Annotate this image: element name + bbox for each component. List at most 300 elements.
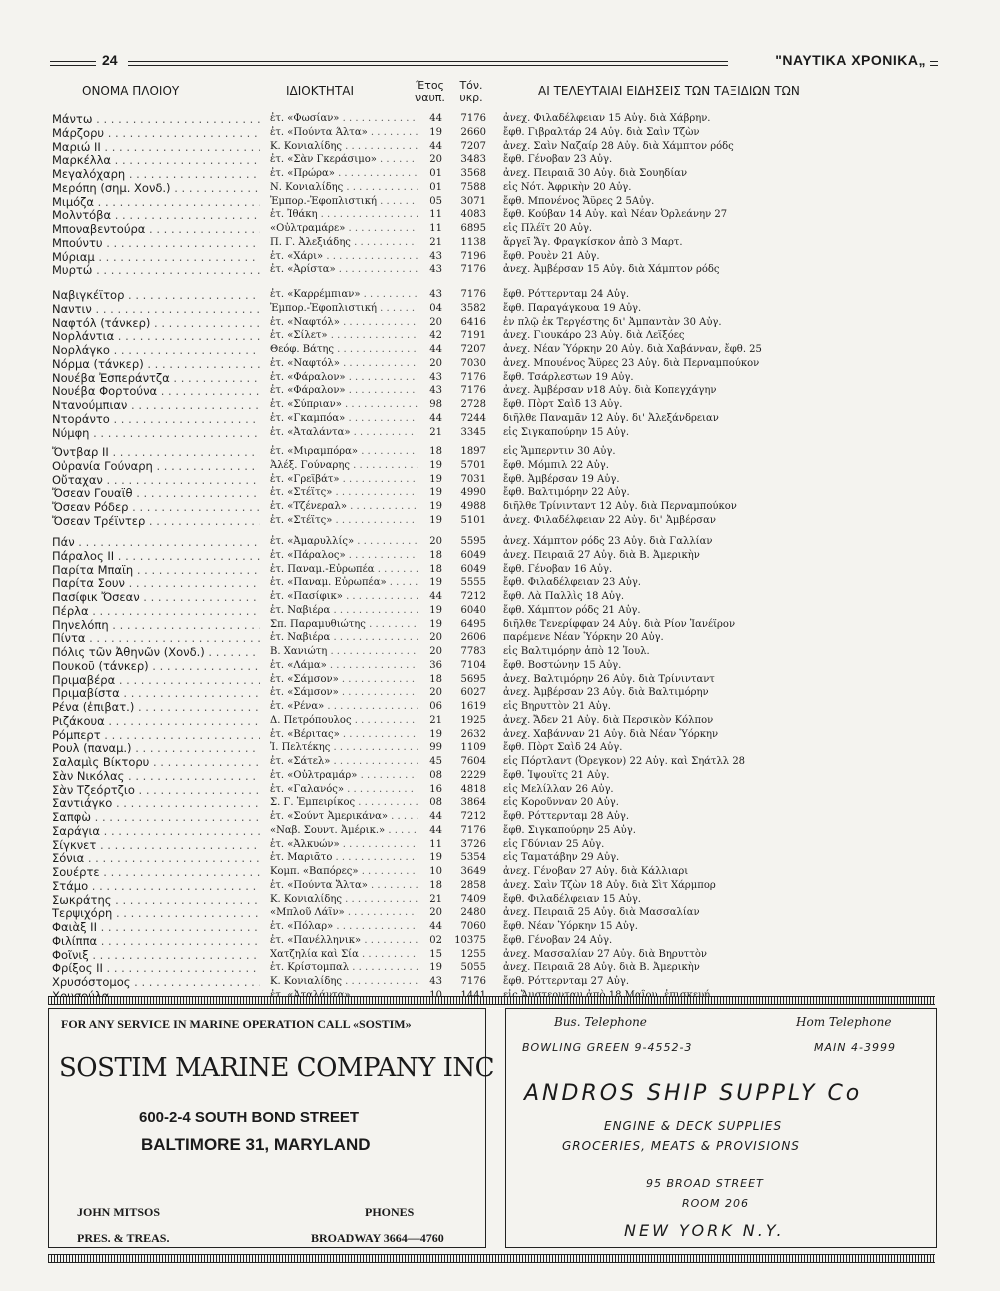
ship-name: Οὔταχαν . . . [52, 473, 260, 487]
ship-latest-news: ἔφθ. Ρόττερνταμ 24 Αὐγ. [503, 289, 630, 300]
ship-latest-news: ἀνεχ. Σαὶν Τζὼν 18 Αὐγ. διὰ Σὶτ Χάρμπορ [503, 879, 716, 891]
ship-latest-news: ἀνεχ. Γένοβαν 27 Αὐγ. διὰ Κάλλιαρι [503, 866, 689, 877]
ship-latest-news: ἔφθ. Μόμπιλ 22 Αὐγ. [503, 459, 609, 471]
andros-address-street: 95 BROAD STREET [646, 1177, 764, 1190]
ship-build-year: 44 [429, 811, 442, 822]
ship-name: Πάραλος ΙΙ . . . [52, 549, 260, 563]
ship-build-year: 11 [429, 223, 442, 234]
ship-name: Ρουλ (παναμ.) . . . [52, 741, 260, 755]
ship-tonnage: 4083 [460, 209, 486, 221]
ship-owner: Δ. Πετρόπουλος . . . [270, 714, 418, 728]
ship-build-year: 05 [429, 195, 442, 207]
decorative-stripe-top [48, 996, 935, 1005]
ship-tonnage: 6027 [460, 687, 486, 699]
ship-tonnage: 2480 [460, 907, 486, 919]
ship-tonnage: 4988 [460, 501, 486, 512]
ship-owner: ἐτ. «Στέϊτς» . . . [270, 486, 418, 500]
ship-latest-news: ἔφθ. Ρόττερνταμ 28 Αὐγ. [503, 811, 630, 822]
ship-owner: ἐτ. Ἰθάκη . . . [270, 208, 418, 222]
ship-latest-news: ἄργεῖ Ἄγ. Φραγκίσκον ἀπὸ 3 Μαρτ. [503, 236, 683, 248]
ship-name: Φιλίππα . . . [52, 934, 260, 948]
ship-tonnage: 6049 [460, 563, 486, 575]
ship-build-year: 43 [429, 385, 442, 397]
ship-latest-news: εἰς Νότ. Ἀφρικὴν 20 Αὐγ. [503, 181, 632, 193]
ship-build-year: 18 [429, 879, 442, 891]
ship-name: Μαρκέλλα . . . [52, 153, 260, 167]
ship-latest-news: ἔφθ. Ἰψουϊτς 21 Αὐγ. [503, 769, 610, 781]
ship-name: Σωκράτης . . . [52, 893, 260, 907]
ship-build-year: 18 [429, 446, 442, 457]
ship-name: Χρυσόστομος . . . [52, 975, 260, 989]
ship-build-year: 42 [429, 330, 442, 342]
ship-build-year: 11 [429, 209, 442, 221]
ship-latest-news: ἐν πλῷ ἐκ Τεργέστης δι' Ἀμπαντὰν 30 Αὐγ. [503, 316, 722, 328]
ship-tonnage: 7196 [460, 250, 486, 262]
ship-build-year: 08 [429, 769, 442, 781]
ship-tonnage: 3582 [460, 302, 486, 314]
ship-build-year: 20 [429, 646, 442, 657]
ship-tonnage: 3568 [460, 168, 486, 179]
ship-name: Ρένα (ἐπιβατ.) . . . [52, 700, 260, 714]
ship-build-year: 20 [429, 536, 442, 547]
ship-build-year: 20 [429, 357, 442, 369]
ship-name: Νορλάγκο . . . [52, 343, 260, 357]
ship-build-year: 18 [429, 563, 442, 575]
ship-tonnage: 7176 [460, 113, 486, 124]
ship-tonnage: 3071 [460, 195, 486, 207]
ship-latest-news: εἰς Βηρυττὸν 21 Αὐγ. [503, 701, 611, 712]
ship-latest-news: ἀνεχ. Πειραιᾶ 28 Αὐγ. διὰ Β. Ἀμερικὴν [503, 962, 700, 974]
ship-tonnage: 7604 [460, 756, 486, 767]
sostim-phones-value: BROADWAY 3664—4760 [311, 1231, 444, 1245]
ship-owner: Ν. Κονιαλίδης . . . [270, 181, 418, 195]
ship-owner: ἐτ. «Φάραλον» . . . [270, 384, 418, 398]
ship-tonnage: 7176 [460, 264, 486, 276]
ship-name: Σίγκνετ . . . [52, 838, 260, 852]
ship-owner: ἐτ. «Πούντα Άλτα» . . . [270, 126, 418, 140]
ship-owner: ἐτ. «Καρρέμπιαν» . . . [270, 288, 418, 302]
ship-latest-news: ἔφθ. Βαλτιμόρην 22 Αὐγ. [503, 487, 630, 499]
ship-build-year: 44 [429, 113, 442, 124]
sostim-address-street: 600-2-4 SOUTH BOND STREET [139, 1109, 360, 1126]
ship-tonnage: 6895 [460, 223, 486, 234]
ship-tonnage: 7060 [460, 921, 486, 932]
ship-build-year: 15 [429, 948, 442, 960]
ship-latest-news: ἔφθ. Κούβαν 14 Αὐγ. καὶ Νέαν Ὀρλεάνην 27 [503, 209, 728, 221]
ship-build-year: 20 [429, 687, 442, 699]
ship-owner: Β. Χανιώτη . . . [270, 645, 418, 659]
ship-build-year: 45 [429, 756, 442, 767]
ship-latest-news: ἔφθ. Πὸρτ Σαὶδ 13 Αὐγ. [503, 399, 623, 410]
ship-name: Μερόπη (σημ. Χονδ.) . . . [52, 181, 260, 195]
ship-owner: ἐτ. Παναμ.-Εὐρωπέα . . . [270, 563, 418, 577]
sostim-contact-name: JOHN MITSOS [77, 1205, 161, 1219]
ship-build-year: 06 [429, 701, 442, 712]
ship-tonnage: 2632 [460, 728, 486, 740]
ship-owner: ἐτ. «Σὰν Γκεράσιμο» . . . [270, 153, 418, 167]
ship-build-year: 02 [429, 934, 442, 946]
ship-tonnage: 5695 [460, 673, 486, 685]
ship-owner: Θεόφ. Βάτης . . . [270, 343, 418, 357]
ship-build-year: 21 [429, 714, 442, 726]
ship-latest-news: ἔφθ. Βοστώνην 15 Αὐγ. [503, 659, 622, 671]
ship-build-year: 99 [429, 742, 442, 754]
ship-build-year: 43 [429, 250, 442, 262]
ship-name: Σὰν Νικόλας . . . [52, 769, 260, 783]
ship-tonnage: 7212 [460, 591, 486, 602]
ship-latest-news: ἔφθ. Φιλαδέλφειαν 23 Αὐγ. [503, 577, 641, 589]
ship-latest-news: ἀνεχ. Μπουένος Ἄϋρες 23 Αὐγ. διὰ Περναμπούκον [503, 357, 760, 369]
ship-tonnage: 1109 [460, 742, 486, 754]
ship-latest-news: ἀνεχ. Ἀμβέρσαν ν18 Αὐγ. διὰ Κοπεγχάγην [503, 385, 717, 397]
ship-owner: ἐτ. «Ναφτόλ» . . . [270, 316, 418, 330]
ship-tonnage: 3345 [460, 426, 486, 438]
ship-build-year: 19 [429, 473, 442, 485]
ship-build-year: 43 [429, 371, 442, 383]
ship-name: Ρόμπερτ . . . [52, 728, 260, 742]
ship-latest-news: εἰς Σιγκαπούρην 15 Αὐγ. [503, 426, 630, 438]
ship-build-year: 43 [429, 976, 442, 987]
ship-name: Πέρλα . . . [52, 604, 260, 618]
ship-build-year: 19 [429, 126, 442, 138]
ship-owner: ἐτ. «Πούντα Ἄλτα» . . . [270, 879, 418, 893]
ship-tonnage: 5555 [460, 577, 486, 589]
ship-name: Πριμαβέρα . . . [52, 673, 260, 687]
ship-tonnage: 5701 [460, 459, 486, 471]
ship-build-year: 08 [429, 797, 442, 809]
ship-tonnage: 6416 [460, 316, 486, 328]
ship-tonnage: 3726 [460, 838, 486, 850]
column-header-owner: ΙΔΙΟΚΤΗΤΑΙ [286, 84, 355, 98]
andros-hom-number: MAIN 4-3999 [814, 1041, 896, 1054]
ship-latest-news: ἀνεχ. Γιουκάρο 23 Αὐγ. διὰ Λεϊξόες [503, 330, 685, 342]
ship-name: Ντανούμπιαν . . . [52, 398, 260, 412]
ship-name: Νορλάντια . . . [52, 329, 260, 343]
ship-build-year: 44 [429, 344, 442, 355]
ship-latest-news: ἀνεχ. Βαλτιμόρην 26 Αὐγ. διὰ Τρίνινταντ [503, 673, 715, 685]
ship-tonnage: 6040 [460, 604, 486, 616]
ship-name: Ναντιν . . . [52, 302, 260, 316]
ship-name: Μολντόβα . . . [52, 208, 260, 222]
ship-name: Νουέβα Φορτούνα . . . [52, 384, 260, 398]
ship-owner: Ἐμπορ.-Ἐφοπλιστική . . . [270, 302, 418, 316]
ship-latest-news: ἔφθ. Φιλαδέλφειαν 15 Αὐγ. [503, 893, 641, 905]
ship-owner: ἐτ. «Οὐλτραμάρ» . . . [270, 769, 418, 783]
ship-owner: ἐτ. «Ναφτόλ» . . . [270, 357, 418, 371]
ship-latest-news: ἔφθ. Ρόττερνταμ 27 Αὐγ. [503, 976, 630, 987]
ship-tonnage: 7212 [460, 811, 486, 822]
ship-tonnage: 7176 [460, 824, 486, 836]
ship-build-year: 19 [429, 962, 442, 974]
ship-owner: ἐτ. «Ἀταλάντα» . . . [270, 426, 418, 440]
ship-name: Μποναβεντούρα . . . [52, 222, 260, 236]
ship-owner: Ἰ. Πελτέκης . . . [270, 741, 418, 755]
ship-name: Νόρμα (τάνκερ) . . . [52, 357, 260, 371]
ship-latest-news: ἔφθ. Παραγάγκουα 19 Αὐγ. [503, 302, 642, 314]
ship-tonnage: 7191 [460, 330, 486, 342]
column-header-tonnage: Τόν. υκρ. [459, 79, 483, 104]
ship-build-year: 16 [429, 783, 442, 795]
ship-build-year: 19 [429, 501, 442, 512]
ship-name: Πασίφικ Ὄσεαν . . . [52, 590, 260, 604]
ship-latest-news: ἀνεχ. Νέαν Ὑόρκην 20 Αὐγ. διὰ Χαβάνναν, ἔφθ. 25 [503, 344, 762, 355]
ship-latest-news: εἰς Πόρτλαντ (Ὀρεγκον) 22 Αὐγ. καὶ Σηάτλλ 28 [503, 756, 746, 767]
ship-build-year: 19 [429, 487, 442, 499]
ship-tonnage: 5354 [460, 852, 486, 864]
ship-owner: ἐτ. «Ἀμαρυλλίς» . . . [270, 535, 418, 549]
ship-tonnage: 7207 [460, 344, 486, 355]
andros-hom-label: Hom Telephone [796, 1015, 892, 1029]
ship-tonnage: 3483 [460, 154, 486, 166]
column-header-year: Έτος ναυπ. [415, 79, 445, 104]
ship-name: Νουέβα Ἐσπεράντζα . . . [52, 371, 260, 385]
ship-name: Οὐρανία Γούναρη . . . [52, 459, 260, 473]
ship-owner: Ἐμπορ.-Ἐφοπλιστική . . . [270, 195, 418, 209]
ship-build-year: 11 [429, 838, 442, 850]
ship-owner: Κ. Κονιαλίδης . . . [270, 140, 418, 154]
ship-owner: ἐτ. «Γρεϊβάτ» . . . [270, 473, 418, 487]
ship-name: Σουέρτε . . . [52, 865, 260, 879]
ship-tonnage: 7030 [460, 357, 486, 369]
ship-name: Πόλις τῶν Ἀθηνῶν (Χονδ.) . . . [52, 645, 260, 659]
ship-build-year: 98 [429, 399, 442, 410]
ship-tonnage: 7176 [460, 371, 486, 383]
ship-name: Μαριώ ΙΙ . . . [52, 140, 260, 154]
ship-tonnage: 1138 [460, 236, 486, 248]
ship-owner: ἐτ. «Λάμα» . . . [270, 659, 418, 673]
ship-build-year: 44 [429, 921, 442, 932]
ship-latest-news: ἔφθ. Γένοβαν 23 Αὐγ. [503, 154, 613, 166]
ship-build-year: 36 [429, 659, 442, 671]
ship-tonnage: 3864 [460, 797, 486, 809]
ship-name: Ὄσεαν Γουαϊθ . . . [52, 486, 260, 500]
ship-build-year: 44 [429, 412, 442, 424]
ship-build-year: 44 [429, 591, 442, 602]
ship-build-year: 19 [429, 514, 442, 526]
andros-city: NEW YORK N.Y. [624, 1221, 785, 1240]
ship-owner: ἐτ. Κρίστομπαλ . . . [270, 961, 418, 975]
ship-owner: «Μπλοῦ Λάϊν» . . . [270, 906, 418, 920]
ship-tonnage: 7104 [460, 659, 486, 671]
ship-build-year: 20 [429, 316, 442, 328]
ship-name: Στάμο . . . [52, 879, 260, 893]
ship-build-year: 18 [429, 673, 442, 685]
ship-build-year: 19 [429, 728, 442, 740]
ship-tonnage: 2606 [460, 632, 486, 644]
ship-owner: «Ναβ. Σουντ. Ἀμέρικ.» . . . [270, 824, 418, 838]
ship-name: Παρίτα Μπαϊη . . . [52, 563, 260, 577]
ship-build-year: 44 [429, 824, 442, 836]
column-header-name: ΟΝΟΜΑ ΠΛΟΙΟΥ [82, 84, 180, 98]
ship-name: Ντοράντο . . . [52, 412, 260, 426]
ship-owner: ἐτ. «Πόλαρ» . . . [270, 920, 418, 934]
ship-name: Μιμόζα . . . [52, 195, 260, 209]
ship-tonnage: 1619 [460, 701, 486, 712]
ship-tonnage: 7176 [460, 385, 486, 397]
ship-latest-news: ἀνεχ. Μασσαλίαν 27 Αὐγ. διὰ Βηρυττὸν [503, 948, 707, 960]
ship-owner: Π. Γ. Ἀλεξιάδης . . . [270, 236, 418, 250]
ship-latest-news: ἀνεχ. Σαὶν Ναζαίρ 28 Αὐγ. διὰ Χάμπτον ρόδς [503, 140, 734, 152]
ship-owner: ἐτ. «Ρένα» . . . [270, 700, 418, 714]
ship-latest-news: ἔφθ. Τσάρλεστων 19 Αὐγ. [503, 371, 634, 383]
ship-owner: ἐτ. «Σάτελ» . . . [270, 755, 418, 769]
ship-latest-news: διῆλθε Τρίνινταντ 12 Αὐγ. διὰ Περναμπούκον [503, 501, 737, 512]
ship-tonnage: 7409 [460, 893, 486, 905]
ship-build-year: 43 [429, 289, 442, 300]
ship-latest-news: ἔφθ. Λὰ Παλλὶς 18 Αὐγ. [503, 591, 625, 602]
ship-build-year: 01 [429, 168, 442, 179]
ship-name: Μύριαμ . . . [52, 250, 260, 264]
ship-build-year: 44 [429, 140, 442, 152]
sostim-address-city: BALTIMORE 31, MARYLAND [141, 1135, 371, 1154]
andros-bus-label: Bus. Telephone [554, 1015, 647, 1029]
ship-tonnage: 1255 [460, 948, 486, 960]
ship-latest-news: διῆλθε Παναμᾶν 12 Αὐγ. δι' Ἀλεξάνδρειαν [503, 412, 719, 424]
ship-tonnage: 10375 [454, 934, 486, 946]
page-number: 24 [98, 52, 122, 68]
ship-build-year: 19 [429, 577, 442, 589]
ship-tonnage: 2858 [460, 879, 486, 891]
ship-name: Φρίξος ΙΙ . . . [52, 961, 260, 975]
ship-tonnage: 7176 [460, 976, 486, 987]
ship-build-year: 43 [429, 264, 442, 276]
ship-owner: ἐτ. «Στέϊτς» . . . [270, 514, 418, 528]
ship-latest-news: εἰς Ταματάβην 29 Αὐγ. [503, 852, 620, 864]
ship-build-year: 21 [429, 426, 442, 438]
ship-latest-news: ἔφθ. Ἀμβέρσαν 19 Αὐγ. [503, 473, 620, 485]
ship-owner: ἐτ. Μαριᾶτο . . . [270, 851, 418, 865]
ship-tonnage: 7588 [460, 181, 486, 193]
ship-name: Ὄσεαν Ρόδερ . . . [52, 500, 260, 514]
ship-name: Πάν . . . [52, 535, 260, 549]
ship-tonnage: 3649 [460, 866, 486, 877]
andros-line-engine: ENGINE & DECK SUPPLIES [604, 1119, 783, 1133]
ship-owner: Σπ. Παραμυθιώτης . . . [270, 618, 418, 632]
ship-latest-news: ἀνεχ. Πειραιᾶ 25 Αὐγ. διὰ Μασσαλίαν [503, 907, 700, 919]
header-rule-middle [128, 61, 728, 66]
ship-owner: ἐτ. «Πάραλος» . . . [270, 549, 418, 563]
ship-name: Φαιὰξ ΙΙ . . . [52, 920, 260, 934]
column-header-news: ΑΙ ΤΕΛΕΥΤΑΙΑΙ ΕΙΔΗΣΕΙΣ ΤΩΝ ΤΑΞΙΔΙΩΝ ΤΩΝ [538, 84, 800, 98]
ship-name: Ναφτόλ (τάνκερ) . . . [52, 316, 260, 330]
ship-latest-news: ἔφθ. Χάμπτον ρόδς 21 Αὐγ. [503, 604, 641, 616]
ship-name: Σαλαμὶς Βίκτορυ . . . [52, 755, 260, 769]
ship-latest-news: ἀνεχ. Ἀμβέρσαν 23 Αὐγ. διὰ Βαλτιμόρην [503, 687, 709, 699]
andros-address-room: ROOM 206 [682, 1197, 749, 1210]
ship-name: Σόνια . . . [52, 851, 260, 865]
ship-name: Μεγαλόχαρη . . . [52, 167, 260, 181]
ship-name: Πίντα . . . [52, 631, 260, 645]
ship-tonnage: 2229 [460, 769, 486, 781]
ship-tonnage: 7244 [460, 412, 486, 424]
ship-build-year: 20 [429, 154, 442, 166]
ship-build-year: 21 [429, 893, 442, 905]
ship-tonnage: 7176 [460, 289, 486, 300]
ship-latest-news: εἰς Βαλτιμόρην ἀπὸ 12 Ἰουλ. [503, 646, 650, 657]
ship-latest-news: ἔφθ. Σιγκαπούρην 25 Αὐγ. [503, 824, 636, 836]
ship-owner: Ἀλέξ. Γούναρης . . . [270, 459, 418, 473]
sostim-call-line: FOR ANY SERVICE IN MARINE OPERATION CALL «SOSTIM» [61, 1017, 412, 1031]
ship-name: Τερψιχόρη . . . [52, 906, 260, 920]
page-header [50, 52, 938, 72]
ship-tonnage: 2660 [460, 126, 486, 138]
ship-latest-news: ἔφθ. Ρουὲν 21 Αὐγ. [503, 250, 600, 262]
magazine-title: "ΝΑΥΤΙΚΑ ΧΡΟΝΙΚΑ„ [771, 52, 930, 68]
ship-build-year: 20 [429, 907, 442, 919]
ship-build-year: 01 [429, 181, 442, 193]
ship-build-year: 18 [429, 549, 442, 561]
ship-name: Μάρζορυ . . . [52, 126, 260, 140]
ship-latest-news: ἀνεχ. Πειραιᾶ 30 Αὐγ. διὰ Σουηδίαν [503, 168, 688, 179]
ship-build-year: 19 [429, 618, 442, 630]
ship-tonnage: 6049 [460, 549, 486, 561]
ship-name: Σὰν Τζεόρτζιο . . . [52, 783, 260, 797]
ship-name: Φοῖνιξ . . . [52, 948, 260, 962]
ship-latest-news: ἀνεχ. Πειραιᾶ 27 Αὐγ. διὰ Β. Ἀμερικὴν [503, 549, 700, 561]
ship-latest-news: εἰς Ἄμπερντιν 30 Αὐγ. [503, 446, 616, 457]
ship-name: Μυρτώ . . . [52, 263, 260, 277]
ship-owner: Κ. Κονιαλίδης . . . [270, 893, 418, 907]
ship-name: Μάντω . . . [52, 112, 260, 126]
sostim-advertisement [48, 1008, 494, 1248]
ship-build-year: 20 [429, 632, 442, 644]
sostim-contact-title: PRES. & TREAS. [77, 1231, 170, 1245]
ship-name: Πριμαβίστα . . . [52, 686, 260, 700]
ship-latest-news: ἀνεχ. Ἀμβέρσαν 15 Αὐγ. διὰ Χάμπτον ρόδς [503, 264, 720, 276]
ship-owner: ἐτ. «Πρώρα» . . . [270, 167, 418, 181]
ship-tonnage: 5101 [460, 514, 486, 526]
ship-owner: Κ. Κονιαλίδης . . . [270, 975, 418, 989]
ship-latest-news: ἔφθ. Πὸρτ Σαὶδ 24 Αὐγ. [503, 742, 623, 754]
ship-build-year: 21 [429, 236, 442, 248]
ship-owner: Κομπ. «Βαπόρες» . . . [270, 865, 418, 879]
ship-owner: ἐτ. «Φωσίαν» . . . [270, 112, 418, 126]
ship-owner: ἐτ. «Γαλανός» . . . [270, 783, 418, 797]
sostim-company-name: SOSTIM MARINE COMPANY INC [59, 1053, 494, 1083]
ship-latest-news: εἰς Πλέϊτ 20 Αὐγ. [503, 223, 593, 234]
decorative-stripe-bottom [48, 1254, 935, 1263]
ship-owner: ἐτ. «Πανέλληνικ» . . . [270, 934, 418, 948]
ship-owner: ἐτ. «Γκαμπόα» . . . [270, 412, 418, 426]
ship-latest-news: παρέμενε Νέαν Ὑόρκην 20 Αὐγ. [503, 632, 664, 644]
sostim-phones-label: PHONES [365, 1205, 415, 1219]
ship-build-year: 10 [429, 866, 442, 877]
ship-tonnage: 2728 [460, 399, 486, 410]
ship-name: Ναβιγκέϊτορ . . . [52, 288, 260, 302]
ship-owner: Χατζηλία καὶ Σία . . . [270, 948, 418, 962]
ship-owner: ἐτ. «Παναμ. Εὐρωπέα» . . . [270, 576, 418, 590]
ship-latest-news: ἀνεχ. Φιλαδέλφειαν 15 Αὐγ. διὰ Χάβρην. [503, 113, 711, 124]
ship-build-year: 19 [429, 459, 442, 471]
ship-build-year: 19 [429, 604, 442, 616]
ship-owner: ἐτ. «Σίλετ» . . . [270, 329, 418, 343]
ship-owner: ἐτ. Ναβιέρα . . . [270, 631, 418, 645]
ship-owner: Σ. Γ. Ἐμπειρίκος . . . [270, 796, 418, 810]
ship-owner: ἐτ. Ναβιέρα . . . [270, 604, 418, 618]
ship-owner: ἐτ. «Ἀλκυών» . . . [270, 838, 418, 852]
ship-latest-news: ἀνεχ. Χάμπτον ρόδς 23 Αὐγ. διὰ Γαλλίαν [503, 536, 713, 547]
ship-tonnage: 4818 [460, 783, 486, 795]
ship-owner: ἐτ. «Φάραλον» . . . [270, 371, 418, 385]
ship-tonnage: 4990 [460, 487, 486, 499]
ship-latest-news: ἔφθ. Γιβραλτάρ 24 Αὐγ. διὰ Σαὶν Τζὼν [503, 126, 700, 138]
ship-latest-news: εἰς Γδύνιαν 25 Αὐγ. [503, 838, 605, 850]
ship-latest-news: ἀνεχ. Χαβάνναν 21 Αὐγ. διὰ Νέαν Ὑόρκην [503, 728, 719, 740]
ship-name: Πηνελόπη . . . [52, 618, 260, 632]
ship-tonnage: 5595 [460, 536, 486, 547]
ship-owner: ἐτ. «Πασίφικ» . . . [270, 590, 418, 604]
ship-latest-news: ἀνεχ. Φιλαδέλφειαν 22 Αὐγ. δι' Ἀμβέρσαν [503, 514, 716, 526]
